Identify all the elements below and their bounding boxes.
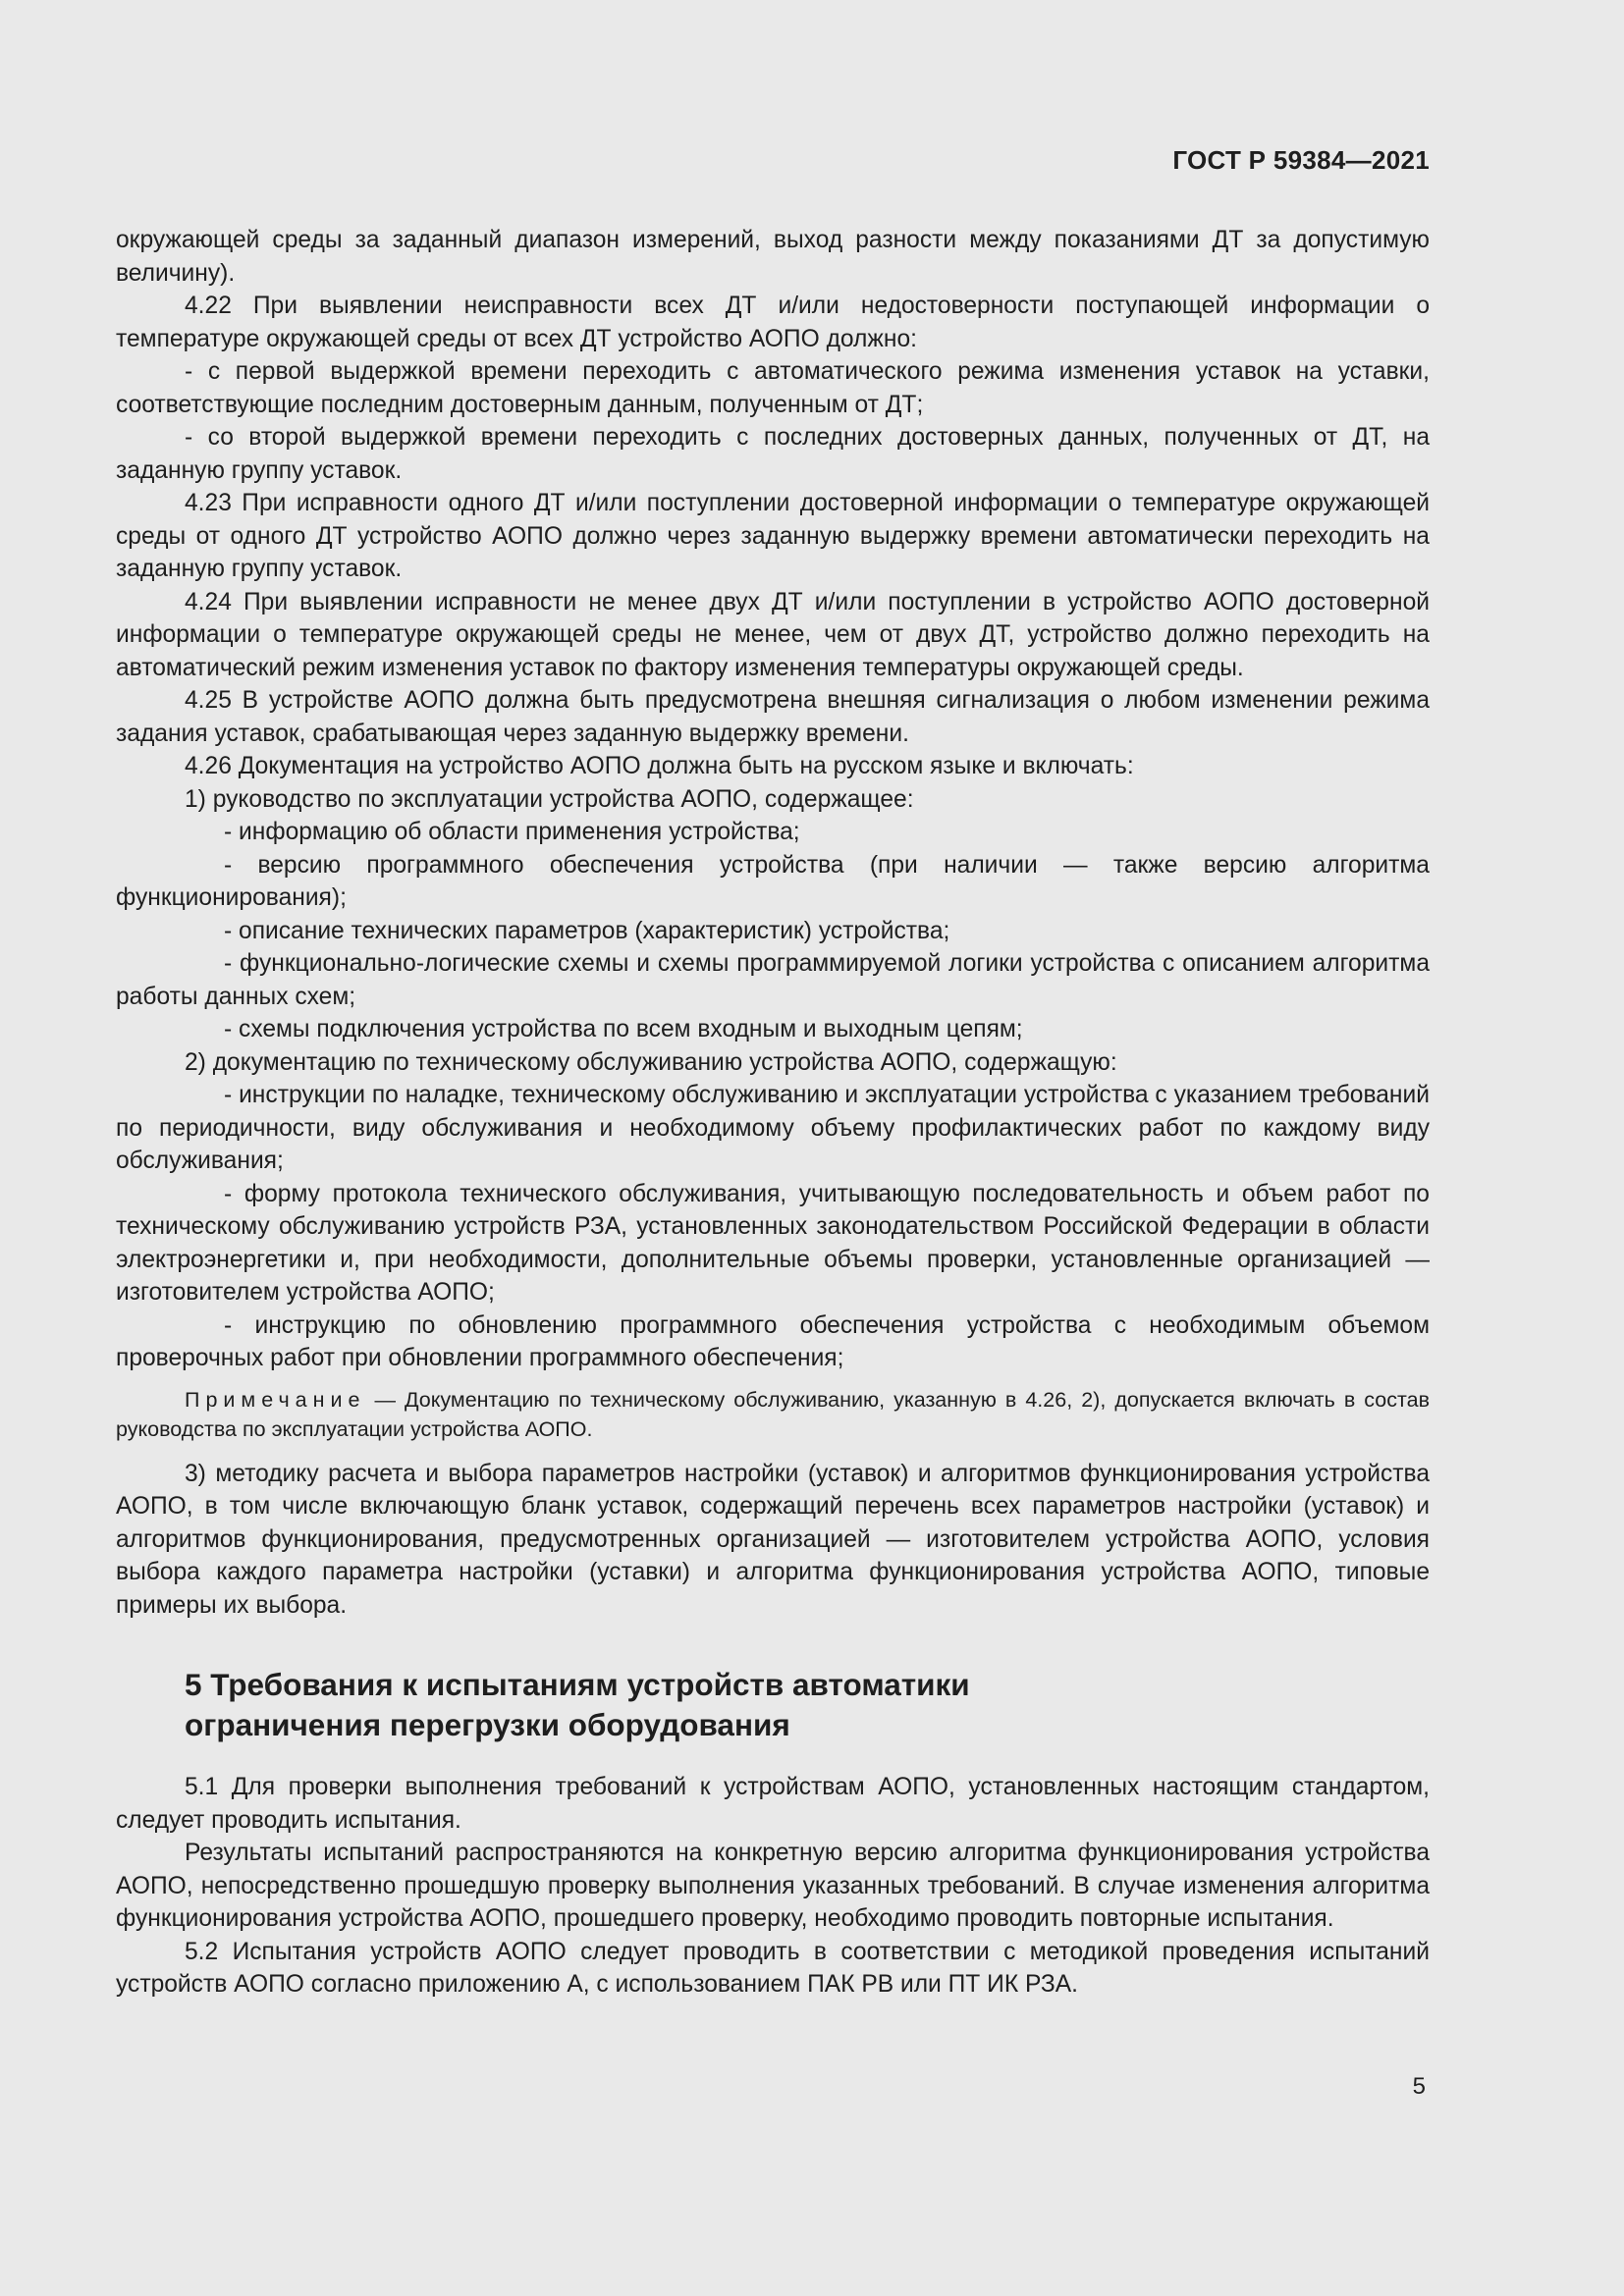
note-text: — Документацию по техническому обслуживанию, указанную в 4.26, 2), допускается включать в состав руководства по эксплуатации устройства АОПО. — [116, 1387, 1430, 1441]
paragraph: окружающей среды за заданный диапазон измерений, выход разности между показаниями ДТ за допустимую величину). — [116, 227, 1430, 287]
paragraph-4-23: 4.23 При исправности одного ДТ и/или поступлении достоверной информации о температуре окружающей среды от одного ДТ устройство АОПО должно через заданную выдержку времени автоматически переходить на заданную группу уставок. — [116, 490, 1430, 582]
document-body — [116, 224, 1430, 2002]
section-title-line: 5 Требования к испытаниям устройств автоматики — [185, 1667, 970, 1702]
numbered-item: 3) методику расчета и выбора параметров настройки (уставок) и алгоритмов функционирования устройства АОПО, в том числе включающую бланк уставок, содержащий перечень всех параметров настройки (уставок) и алгоритмов функционирования, предусмотренных организацией — изготовителем устройства АОПО, условия выбора каждого параметра настройки (уставки) и алгоритма функционирования устройства АОПО, типовые примеры их выбора. — [116, 1460, 1430, 1619]
paragraph-4-22: 4.22 При выявлении неисправности всех ДТ и/или недостоверности поступающей информации о температуре окружающей среды от всех ДТ устройство АОПО должно: — [116, 293, 1430, 352]
paragraph: Результаты испытаний распространяются на конкретную версию алгоритма функционирования устройства АОПО, непосредственно прошедшую проверку выполнения указанных требований. В случае изменения алгоритма функционирования устройства АОПО, прошедшего проверку, необходимо проводить повторные испытания. — [116, 1840, 1430, 1932]
paragraph-4-24: 4.24 При выявлении исправности не менее двух ДТ и/или поступлении в устройство АОПО достоверной информации о температуре окружающей среды не менее, чем от двух ДТ, устройство должно переходить на автоматический режим изменения уставок по фактору изменения температуры окружающей среды. — [116, 588, 1430, 681]
list-item: - форму протокола технического обслуживания, учитывающую последовательность и объем работ по техническому обслуживанию устройств РЗА, установленных законодательством Российской Федерации в области электроэнергетики и, при необходимости, дополнительные объемы проверки, установленные организацией — изготовителем устройства АОПО; — [116, 1180, 1430, 1306]
list-item: - информацию об области применения устройства; — [224, 819, 800, 845]
list-item: - инструкции по наладке, техническому обслуживанию и эксплуатации устройства с указанием требований по периодичности, виду обслуживания и необходимому объему профилактических работ по каждому виду обслуживания; — [116, 1082, 1430, 1174]
list-item: - функционально-логические схемы и схемы программируемой логики устройства с описанием алгоритма работы данных схем; — [116, 950, 1430, 1010]
list-item: - с первой выдержкой времени переходить с автоматического режима изменения уставок на уставки, соответствующие последним достоверным данным, полученным от ДТ; — [116, 358, 1430, 418]
list-item: - инструкцию по обновлению программного обеспечения устройства с необходимым объемом проверочных работ при обновлении программного обеспечения; — [116, 1311, 1430, 1371]
paragraph-5-1: 5.1 Для проверки выполнения требований к устройствам АОПО, установленных настоящим стандартом, следует проводить испытания. — [116, 1774, 1430, 1834]
section-title — [185, 1665, 1430, 1745]
list-item: - описание технических параметров (характеристик) устройства; — [224, 917, 950, 944]
list-item: - версию программного обеспечения устройства (при наличии — также версию алгоритма функционирования); — [116, 851, 1430, 911]
paragraph-4-26: 4.26 Документация на устройство АОПО должна быть на русском языке и включать: — [185, 753, 1134, 779]
numbered-item: 1) руководство по эксплуатации устройства АОПО, содержащее: — [185, 785, 914, 813]
list-item: - схемы подключения устройства по всем входным и выходным цепям; — [224, 1016, 1023, 1042]
paragraph-4-25: 4.25 В устройстве АОПО должна быть предусмотрена внешняя сигнализация о любом изменении режима задания уставок, срабатывающая через заданную выдержку времени. — [116, 687, 1430, 747]
note-label: Примечание — [185, 1387, 366, 1412]
section-title-line: ограничения перегрузки оборудования — [185, 1707, 790, 1742]
paragraph-5-2: 5.2 Испытания устройств АОПО следует проводить в соответствии с методикой проведения испытаний устройств АОПО согласно приложению А, с использованием ПАК РВ или ПТ ИК РЗА. — [116, 1938, 1430, 1998]
numbered-item: 2) документацию по техническому обслуживанию устройства АОПО, содержащую: — [185, 1048, 1117, 1076]
page-number: 5 — [1412, 2073, 1426, 2100]
document-id-header: ГОСТ Р 59384—2021 — [1172, 145, 1430, 175]
list-item: - со второй выдержкой времени переходить с последних достоверных данных, полученных от ДТ, на заданную группу уставок. — [116, 424, 1430, 484]
note — [116, 1385, 1430, 1444]
